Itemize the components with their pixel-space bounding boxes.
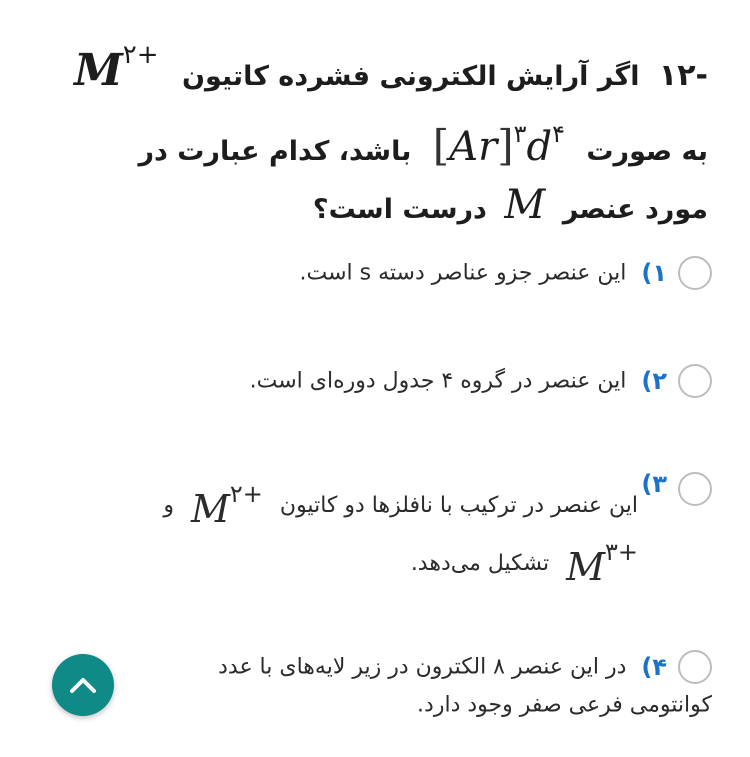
option-1-text: این عنصر جزو عناصر دسته s است.	[299, 260, 627, 286]
option-3-m2-symbol: M	[566, 545, 605, 589]
option-3-text-end: تشکیل می‌دهد.	[410, 551, 550, 576]
option-4-radio[interactable]	[678, 650, 712, 684]
question-text-3b: درست است؟	[312, 194, 487, 225]
option-3-line-1	[163, 480, 638, 531]
option-3-radio[interactable]	[678, 472, 712, 506]
option-3-number: ۳)	[641, 470, 667, 498]
config-exp1: ۳	[513, 120, 527, 148]
option-4-text-2: کوانتومی فرعی صفر وجود دارد.	[417, 692, 712, 718]
option-4-text-1: در این عنصر ۸ الکترون در زیر لایه‌های با عدد	[218, 654, 627, 680]
cation-symbol: M	[74, 45, 123, 96]
option-2[interactable]	[250, 364, 712, 398]
config-exp2: ۴	[552, 120, 565, 148]
question-text-2b: باشد، کدام عبارت در	[138, 136, 412, 167]
question-line-1	[38, 40, 708, 110]
option-3-text: این عنصر در ترکیب با نافلزها دو کاتیون	[279, 493, 638, 518]
option-3-m1-symbol: M	[190, 487, 230, 531]
option-4-line-2	[417, 692, 712, 718]
option-3-m2-charge: ۳+	[605, 538, 638, 566]
config-orbital: d	[526, 124, 553, 170]
question-text-2a: به صورت	[586, 136, 708, 167]
option-4[interactable]	[218, 650, 712, 684]
option-1-radio[interactable]	[678, 256, 712, 290]
option-2-radio[interactable]	[678, 364, 712, 398]
cation-charge: ۲+	[122, 40, 159, 70]
config-core: Ar	[449, 124, 498, 170]
electron-config: [Ar]۳d۴	[432, 120, 565, 170]
chevron-up-icon	[68, 675, 98, 695]
option-4-number: ۴)	[641, 653, 667, 681]
option-3-cation-2	[566, 538, 638, 589]
option-3-and: و	[163, 493, 174, 518]
element-symbol: M	[504, 182, 546, 228]
option-3[interactable]	[633, 470, 712, 506]
option-1[interactable]	[300, 256, 712, 290]
option-2-text: این عنصر در گروه ۴ جدول دوره‌ای است.	[249, 368, 627, 394]
question-line-3	[38, 182, 708, 232]
option-2-number: ۲)	[641, 367, 667, 395]
question-number: -۱۲	[658, 58, 708, 93]
option-3-cation-1	[191, 480, 263, 531]
option-1-number: ۱)	[641, 259, 667, 287]
question-line-2	[38, 120, 708, 180]
scroll-top-button[interactable]	[52, 654, 114, 716]
option-3-line-2	[411, 538, 638, 589]
option-3-m1-charge: ۲+	[229, 480, 263, 508]
cation-formula	[74, 40, 158, 96]
question-text-3a: مورد عنصر	[562, 194, 708, 225]
question-text-1: اگر آرایش الکترونی فشرده کاتیون	[181, 61, 640, 92]
